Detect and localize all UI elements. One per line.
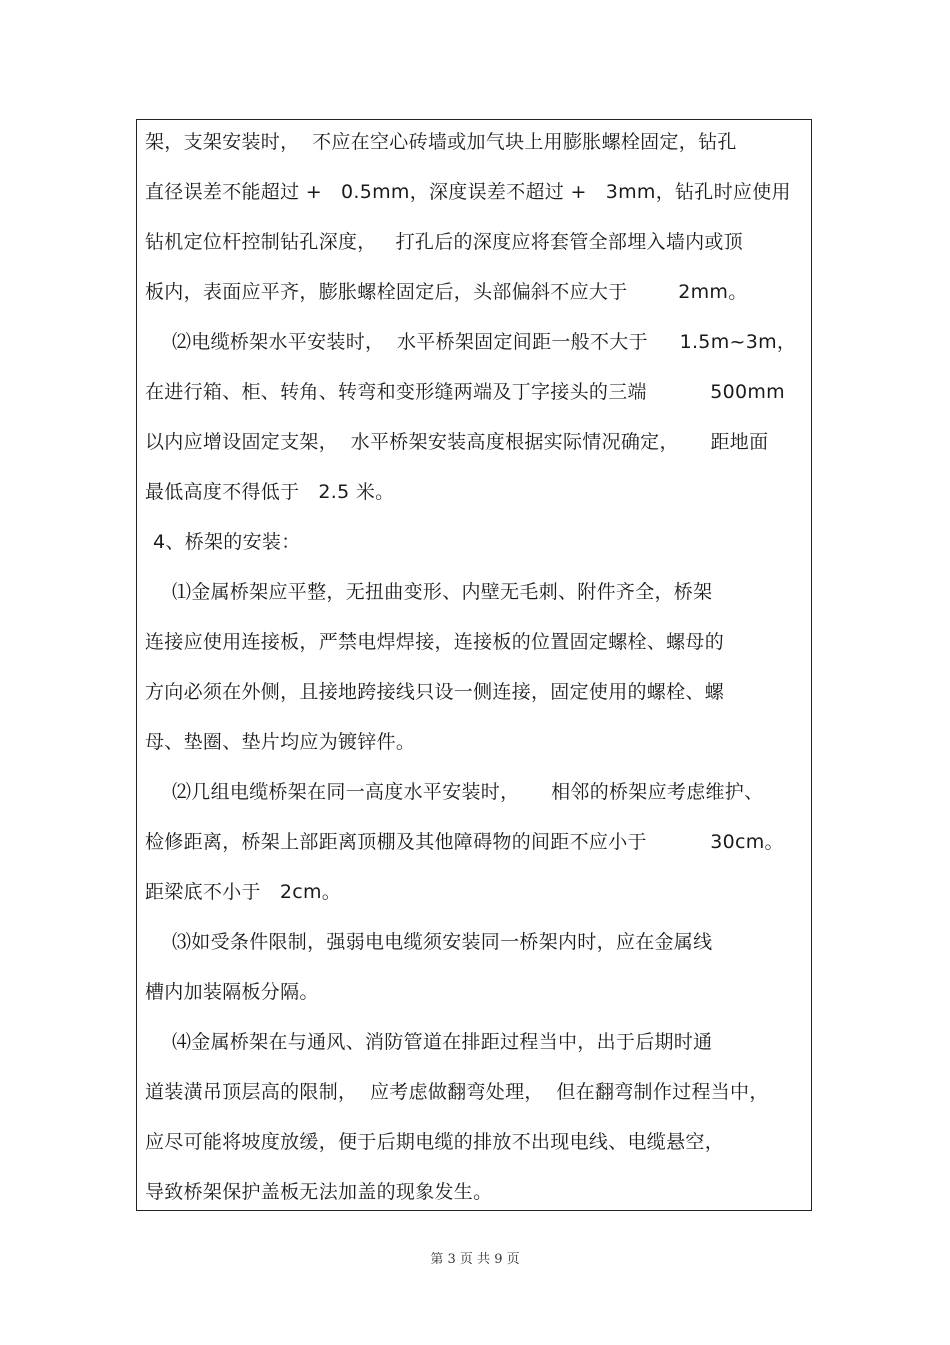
paragraph-line: 最低高度不得低于 2.5 米。: [145, 481, 395, 503]
paragraph-line: 以内应增设固定支架， 水平桥架安装高度根据实际情况确定， 距地面: [145, 431, 769, 453]
paragraph-line: 道装潢吊顶层高的限制， 应考虑做翻弯处理， 但在翻弯制作过程当中，: [145, 1081, 769, 1103]
paragraph-line: 检修距离，桥架上部距离顶棚及其他障碍物的间距不应小于 30cm。: [145, 831, 784, 853]
paragraph-line: 钻机定位杆控制钻孔深度， 打孔后的深度应将套管全部埋入墙内或顶: [145, 231, 744, 253]
paragraph-line: 母、垫圈、垫片均应为镀锌件。: [145, 731, 416, 753]
paragraph-line: 导致桥架保护盖板无法加盖的现象发生。: [145, 1181, 493, 1203]
paragraph-line: ⑴金属桥架应平整，无扭曲变形、内壁无毛刺、附件齐全，桥架: [172, 581, 713, 603]
paragraph-line: 方向必须在外侧，且接地跨接线只设一侧连接，固定使用的螺栓、螺: [145, 681, 725, 703]
paragraph-line: 应尽可能将坡度放缓，便于后期电缆的排放不出现电线、电缆悬空，: [145, 1131, 725, 1153]
paragraph-line: ⑵几组电缆桥架在同一高度水平安装时， 相邻的桥架应考虑维护、: [172, 781, 764, 803]
paragraph-line: 距梁底不小于 2cm。: [145, 881, 342, 903]
paragraph-line: 槽内加装隔板分隔。: [145, 981, 319, 1003]
page-number-footer: 第 3 页 共 9 页: [430, 1252, 520, 1267]
paragraph-line: 在进行箱、柜、转角、转弯和变形缝两端及丁字接头的三端 500mm: [145, 381, 785, 403]
paragraph-line: 连接应使用连接板，严禁电焊焊接，连接板的位置固定螺栓、螺母的: [145, 631, 725, 653]
paragraph-line: 架，支架安装时， 不应在空心砖墙或加气块上用膨胀螺栓固定，钻孔: [145, 131, 737, 153]
section-heading: 4、桥架的安装：: [153, 531, 301, 553]
paragraph-line: ⑵电缆桥架水平安装时， 水平桥架固定间距一般不大于 1.5m~3m，: [172, 331, 797, 353]
paragraph-line: 直径误差不能超过 + 0.5mm，深度误差不超过 + 3mm，钻孔时应使用: [145, 181, 791, 203]
paragraph-line: 板内，表面应平齐，膨胀螺栓固定后，头部偏斜不应大于 2mm。: [145, 281, 748, 303]
paragraph-line: ⑶如受条件限制，强弱电电缆须安装同一桥架内时，应在金属线: [172, 931, 713, 953]
paragraph-line: ⑷金属桥架在与通风、消防管道在排距过程当中，出于后期时通: [172, 1031, 713, 1053]
